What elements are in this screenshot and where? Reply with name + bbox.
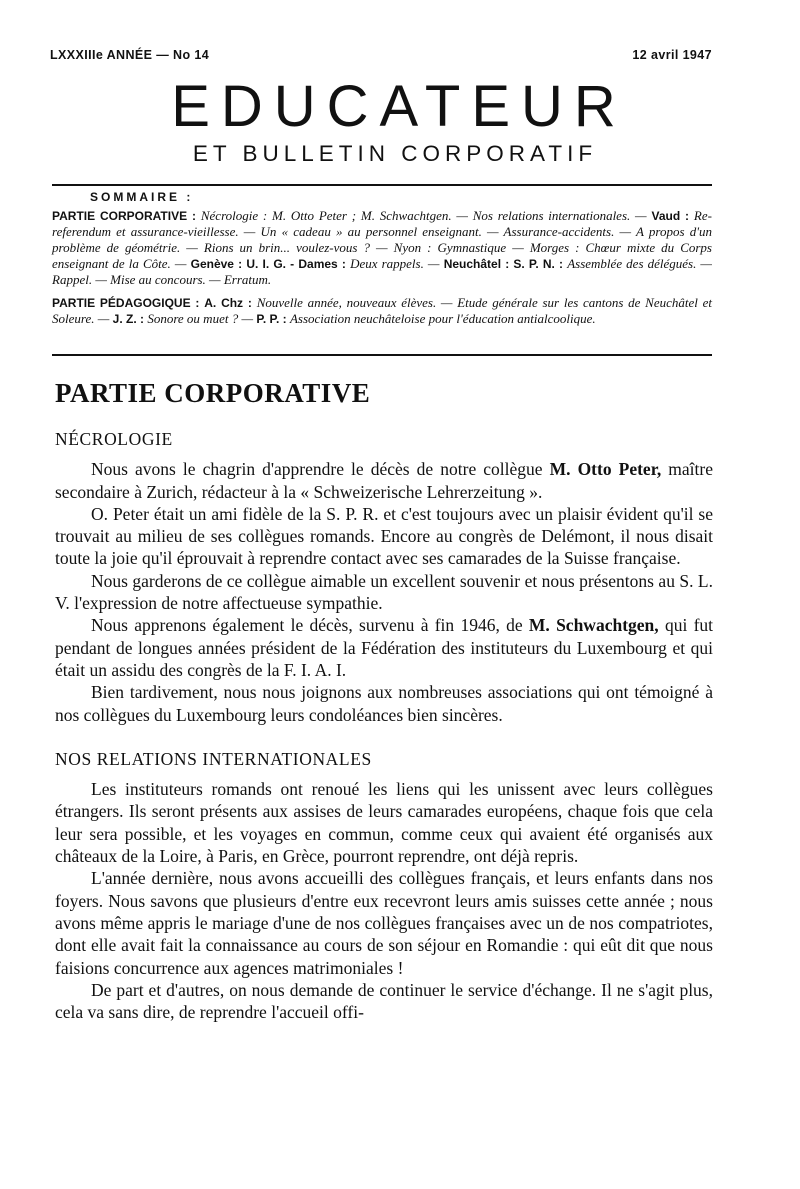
necrologie-paragraph: Nous apprenons également le décès, survenu à fin 1946, de M. Schwachtgen, qui fut pendant de longues années président de la Fédération des instituteurs du Luxembourg et qui était un assidu des congrès de la F. I. A. I. — [55, 615, 714, 680]
necrologie-paragraph: Nous avons le chagrin d'apprendre le décès de notre collègue M. Otto Peter, maître secondaire à Zurich, rédacteur à la « Schweizerische Lehrerzeitung ». — [55, 459, 713, 502]
journal-title: EDUCATEUR — [171, 74, 627, 139]
necrologie-paragraph: Bien tardivement, nous nous joignons aux nombreuses associations qui ont témoigné à nos collègues du Luxembourg leurs condoléances bien sincères. — [55, 682, 713, 725]
masthead — [160, 76, 630, 168]
issue-date: 12 avril 1947 — [632, 48, 712, 62]
top-rule — [52, 184, 712, 186]
sommaire — [52, 190, 712, 327]
necrologie-heading: NÉCROLOGIE — [55, 429, 173, 449]
issue-header — [50, 48, 712, 62]
necrologie-paragraph: Nous garderons de ce collègue aimable un excellent souvenir et nous présentons au S. L. V. l'expression de notre affectueuse sympathie. — [55, 570, 713, 614]
relations-paragraph: L'année dernière, nous avons accueilli des collègues français, et leurs enfants dans nos foyers. Nous savons que plusieurs d'entre eux recevront leurs amis suisses cette année ; nous avons même appris le mariage d'une de nos collègues françaises avec un de nos compatriotes, dont elle avait fait la connaissance au cours de son séjour en Romandie : qui eût dit que nous faisions concurrence aux agences matrimoniales ! — [55, 868, 713, 978]
necrologie-paragraph: O. Peter était un ami fidèle de la S. P. R. et c'est toujours avec un plaisir évident qu'il se trouvait au milieu de ses collègues romands. Encore au congrès de Delémont, il nous disait toute la joie qu'il éprouvait à reprendre contact avec ses camarades de la Suisse française. — [55, 503, 713, 569]
sommaire-corporative: PARTIE CORPORATIVE : Nécrologie : M. Otto Peter ; M. Schwachtgen. — Nos relations internationales. — Vaud : Re-referendum et assurance-vieillesse. — Un « cadeau » au personnel enseignant. — Assurance-accidents. — A propos d'un problème de géométrie. — Rions un brin... voulez-vous ? — Nyon : Gymnastique — Morges : Chœur mixte du Corps enseignant de la Côte. — Genève : U. I. G. - Dames : Deux rappels. — Neuchâtel : S. P. N. : Assemblée des délégués. — Rappel. — Mise au concours. — Erratum. — [52, 208, 712, 287]
relations-paragraph: De part et d'autres, on nous demande de continuer le service d'échange. Il ne s'agit plus, cela va sans dire, de reprendre l'accueil offi- — [55, 979, 713, 1023]
sommaire-heading: SOMMAIRE : — [90, 190, 194, 204]
relations-heading: NOS RELATIONS INTERNATIONALES — [55, 748, 372, 769]
section-title: PARTIE CORPORATIVE — [55, 378, 371, 408]
journal-subtitle: ET BULLETIN CORPORATIF — [192, 141, 598, 166]
relations-paragraph: Les instituteurs romands ont renoué les liens qui les unissent avec leurs collègues étrangers. Ils seront présents aux assises de leurs camarades européens, chaque fois que cela leur sera possible, et les voyages en commun, comme ceux qui avaient été organisés aux châteaux de la Loire, à Paris, en Grèce, pourront reprendre, ont déjà repris. — [55, 779, 713, 867]
person-name: M. Schwachtgen, — [528, 615, 659, 636]
article — [55, 378, 713, 1023]
person-name: M. Otto Peter, — [549, 459, 662, 480]
bottom-rule — [52, 354, 712, 356]
issue-number: LXXXIIIe ANNÉE — No 14 — [50, 48, 210, 62]
sommaire-pedagogique: PARTIE PÉDAGOGIQUE : A. Chz : Nouvelle année, nouveaux élèves. — Etude générale sur les cantons de Neuchâtel et Soleure. — J. Z. : Sonore ou muet ? — P. P. : Association neuchâteloise pour l'éducation antialcoolique. — [52, 295, 712, 326]
